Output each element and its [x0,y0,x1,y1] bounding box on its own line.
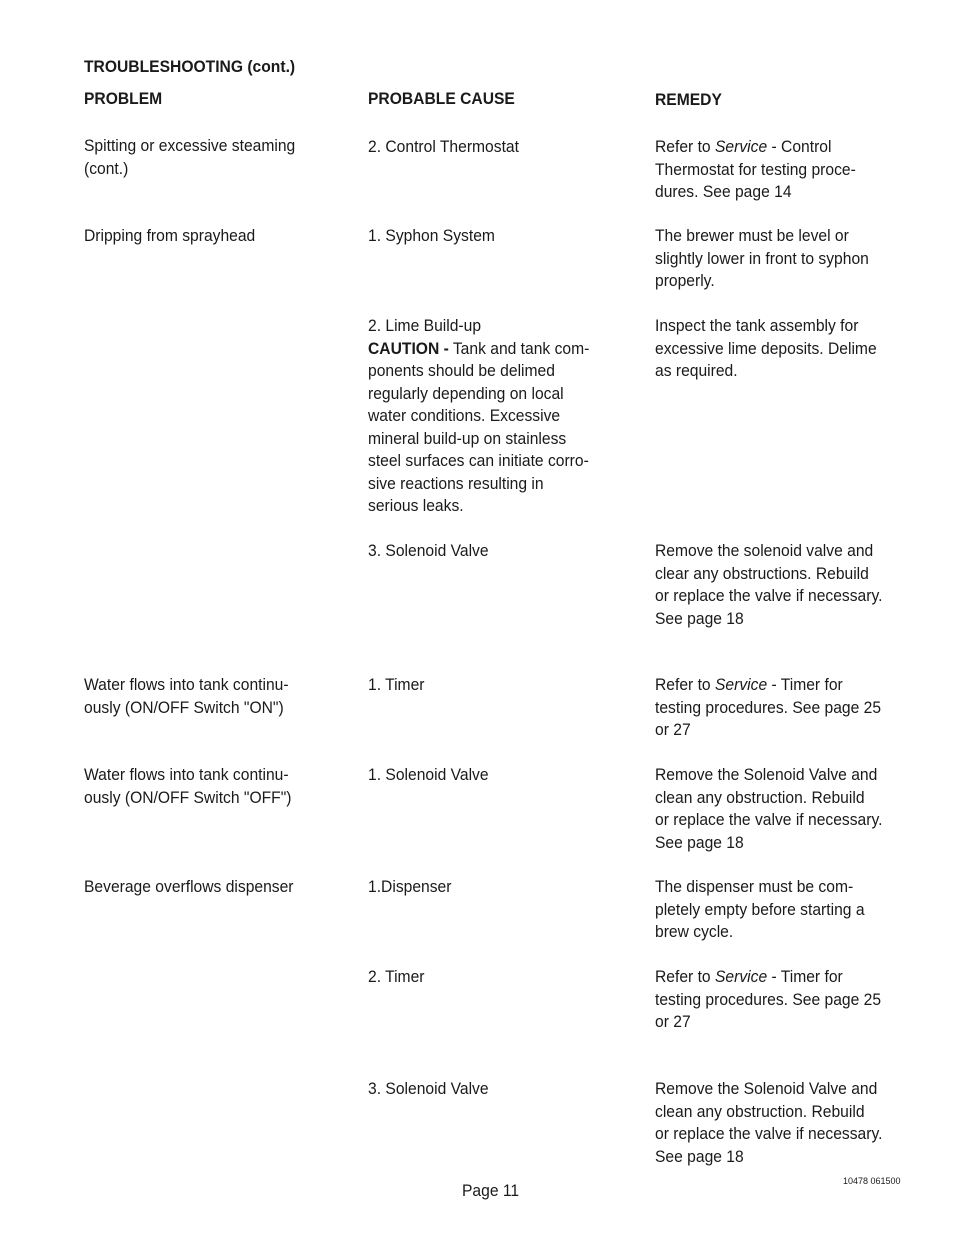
header-remedy: REMEDY [655,90,722,109]
remedy-line: Thermostat for testing proce- [655,159,856,179]
remedy-text: Refer to [655,967,715,986]
cause-line: 1. Timer [368,675,425,694]
cause-syphon-system [368,225,607,248]
remedy-line: See page 18 [655,608,744,628]
section-title: TROUBLESHOOTING (cont.) [84,57,296,76]
remedy-text: Refer to [655,675,715,694]
remedy-italic: Service [714,967,768,986]
remedy-text: - Timer for [767,967,843,986]
remedy-line: or replace the valve if necessary. [655,586,883,605]
problem-water-flows-on [84,674,323,719]
remedy-line: Remove the solenoid valve and [655,541,874,560]
remedy-line: as required. [655,361,738,380]
problem-water-flows-off [84,764,323,809]
problem-spitting [84,135,323,180]
document-code: 10478 061500 [843,1176,901,1186]
caution-line: regularly depending on local [368,383,564,403]
remedy-line: properly. [655,271,715,290]
remedy-line: clean any obstruction. Rebuild [655,1101,865,1121]
remedy-text: Refer to [655,137,715,156]
problem-line: Dripping from sprayhead [84,226,256,245]
cause-timer [368,674,607,697]
remedy-line: The dispenser must be com- [655,877,854,896]
remedy-line [655,966,894,989]
problem-dripping [84,225,323,248]
remedy-line: clear any obstructions. Rebuild [655,563,869,583]
remedy-line: testing procedures. See page 25 [655,989,882,1009]
caution-text: Tank and tank com- [448,338,590,358]
problem-line: (cont.) [84,158,129,178]
caution-line: steel surfaces can initiate corro- [368,451,589,470]
remedy-line: See page 18 [655,832,744,852]
remedy-line: slightly lower in front to syphon [655,248,869,268]
page-number: Page 11 [462,1181,520,1200]
remedy-line: clean any obstruction. Rebuild [655,787,865,807]
header-problem: PROBLEM [84,89,163,108]
caution-line: serious leaks. [368,496,464,515]
problem-line: Water flows into tank continu- [84,765,289,784]
cause-line: 3. Solenoid Valve [368,1079,489,1098]
cause-lime-buildup [368,315,607,518]
remedy-italic: Service [714,675,768,694]
remedy-text: - Timer for [767,675,843,694]
remedy-line: dures. See page 14 [655,182,792,201]
cause-timer [368,966,607,989]
cause-line: 2. Lime Build-up [368,316,482,335]
cause-line: 1. Solenoid Valve [368,765,489,784]
cause-line: 3. Solenoid Valve [368,541,489,560]
remedy-line: Inspect the tank assembly for [655,316,859,335]
caution-line: ponents should be delimed [368,361,555,380]
cause-dispenser [368,876,607,899]
remedy-line: pletely empty before starting a [655,899,865,919]
problem-line: Water flows into tank continu- [84,675,289,694]
cause-control-thermostat [368,136,607,159]
caution-line: sive reactions resulting in [368,473,544,493]
remedy-line: or replace the valve if necessary. [655,810,883,829]
remedy-line: brew cycle. [655,922,734,941]
remedy-text: - Control [767,137,832,156]
remedy-timer [655,674,894,742]
remedy-line: Remove the Solenoid Valve and [655,1079,878,1098]
remedy-line: testing procedures. See page 25 [655,697,882,717]
remedy-dispenser [655,876,894,944]
remedy-line: The brewer must be level or [655,226,849,245]
caution-line [368,338,607,361]
remedy-line: See page 18 [655,1146,744,1166]
cause-solenoid-valve [368,764,607,787]
remedy-solenoid [655,1078,894,1168]
caution-line: water conditions. Excessive [368,406,561,425]
problem-line: ously (ON/OFF Switch "OFF") [84,787,292,807]
remedy-solenoid [655,540,894,630]
remedy-timer [655,966,894,1034]
cause-line: 2. Timer [368,967,425,986]
remedy-line: excessive lime deposits. Delime [655,338,877,358]
remedy-solenoid [655,764,894,854]
cause-solenoid-valve [368,540,607,563]
header-probable-cause: PROBABLE CAUSE [368,89,515,108]
cause-line: 1. Syphon System [368,226,495,245]
remedy-line [655,674,894,697]
caution-line: mineral build-up on stainless [368,428,567,448]
remedy-line: or replace the valve if necessary. [655,1124,883,1143]
problem-line: Beverage overflows dispenser [84,877,294,896]
remedy-control-thermostat [655,136,894,204]
remedy-line: or 27 [655,720,691,739]
caution-label: CAUTION - [368,338,449,358]
remedy-italic: Service [714,137,768,156]
cause-line: 1.Dispenser [368,877,452,896]
remedy-line: or 27 [655,1012,691,1031]
problem-line: ously (ON/OFF Switch "ON") [84,697,284,717]
remedy-line [655,136,894,159]
cause-line: 2. Control Thermostat [368,137,519,156]
problem-beverage-overflows [84,876,323,899]
cause-solenoid-valve [368,1078,607,1101]
remedy-syphon [655,225,894,293]
problem-line: Spitting or excessive steaming [84,136,296,155]
remedy-lime [655,315,894,383]
remedy-line: Remove the Solenoid Valve and [655,765,878,784]
